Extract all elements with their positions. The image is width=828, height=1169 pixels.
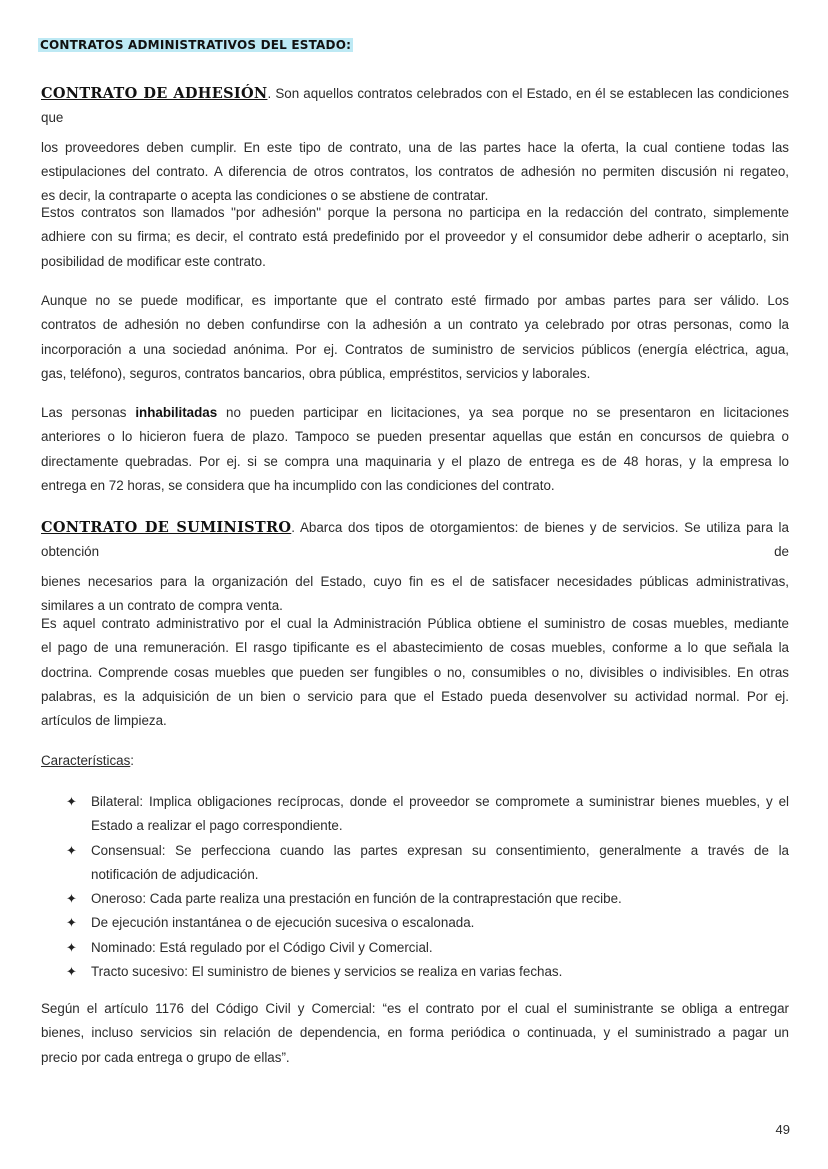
characteristics-heading	[41, 749, 789, 773]
text-line: estipulaciones del contrato. A diferencia de otros contratos, los contratos de adhesión no permiten discusión ni regateo,	[41, 163, 789, 179]
text-line: Aunque no se puede modificar, es importante que el contrato esté firmado por ambas partes para ser válido. Los	[41, 293, 789, 308]
text-line: directamente quebradas. Por ej. si se compra una maquinaria y el plazo de entrega es de 48 horas, y la empresa lo	[41, 453, 789, 469]
bullet-icon: ✦	[66, 964, 77, 980]
text-run: no pueden participar en licitaciones, ya sea porque no se presentaron en licitaciones	[217, 405, 789, 420]
text-line: palabras, es la adquisición de un bien o servicio para que el Estado pueda desenvolver su actividad normal. Por ej.	[41, 688, 789, 704]
text-line: contratos de adhesión no deben confundirse con la adhesión a un contrato ya celebrado por otras personas, como la	[41, 317, 789, 333]
text-line: bienes necesarios para la organización del Estado, cuyo fin es el de satisfacer necesidades públicas administrativas,	[41, 573, 789, 589]
list-item-text: Bilateral: Implica obligaciones recíprocas, donde el proveedor se compromete a suministrar bienes muebles, y el	[91, 794, 789, 809]
bullet-icon: ✦	[66, 939, 77, 955]
text-run: . Abarca dos tipos de otorgamientos: de bienes y de servicios. Se utiliza para la obtención de	[41, 520, 789, 560]
text-line: es decir, la contraparte o acepta las condiciones o se abstiene de contratar.	[41, 188, 489, 204]
list-item	[66, 839, 789, 888]
list-item-text: notificación de adjudicación.	[91, 866, 259, 882]
suministro-paragraph-2	[41, 612, 789, 733]
adhesion-paragraph-1	[41, 82, 789, 208]
text-line: incorporación a una sociedad anónima. Por ej. Contratos de suministro de servicios públicos (energía eléctrica, agua,	[41, 341, 789, 357]
list-item	[66, 887, 789, 911]
page-title: CONTRATOS ADMINISTRATIVOS DEL ESTADO:	[40, 38, 352, 52]
bullet-icon: ✦	[66, 794, 77, 809]
section-heading-suministro: CONTRATO DE SUMINISTRO	[41, 519, 292, 536]
list-item	[66, 790, 789, 839]
text-line: Es aquel contrato administrativo por el cual la Administración Pública obtiene el suministro de cosas muebles, mediante	[41, 616, 789, 631]
text-run: . Son aquellos contratos celebrados con el Estado, en él se establecen las condiciones que	[41, 86, 789, 126]
characteristics-list	[66, 790, 789, 984]
characteristics-label: Características	[41, 753, 131, 768]
list-item-text: Oneroso: Cada parte realiza una prestación en función de la contraprestación que recibe.	[91, 891, 622, 907]
text-line: adhiere con su firma; es decir, el contrato está predefinido por el proveedor y el consumidor debe adherir o aceptarlo, sin	[41, 229, 789, 245]
text-line: artículos de limpieza.	[41, 713, 167, 729]
bold-term: inhabilitadas	[135, 405, 218, 420]
text-run: :	[130, 753, 135, 768]
text-line: doctrina. Comprende cosas muebles que pueden ser fungibles o no, consumibles o no, divisibles o indivisibles. En otras	[41, 664, 789, 680]
text-line: el pago de una remuneración. El rasgo tipificante es el abastecimiento de cosas muebles, conforme a lo que señala la	[41, 640, 789, 656]
list-item	[66, 960, 789, 984]
list-item-text: De ejecución instantánea o de ejecución sucesiva o escalonada.	[91, 915, 475, 931]
bullet-icon: ✦	[66, 842, 77, 858]
text-line	[41, 516, 789, 565]
list-item-text: Nominado: Está regulado por el Código Civil y Comercial.	[91, 939, 433, 955]
text-line: Según el artículo 1176 del Código Civil y Comercial: “es el contrato por el cual el suministrante se obliga a entregar	[41, 1001, 789, 1016]
list-item-text: Estado a realizar el pago correspondiente.	[91, 818, 343, 834]
suministro-paragraph-1	[41, 516, 789, 618]
text-line	[41, 82, 789, 131]
adhesion-paragraph-2	[41, 201, 789, 274]
adhesion-paragraph-4	[41, 401, 789, 498]
text-line: similares a un contrato de compra venta.	[41, 597, 283, 613]
adhesion-paragraph-3	[41, 289, 789, 386]
list-item-text: Consensual: Se perfecciona cuando las partes expresan su consentimiento, generalmente a través de la	[91, 842, 789, 858]
suministro-paragraph-3	[41, 997, 789, 1070]
text-line: anteriores o lo hicieron fuera de plazo. Tampoco se pueden presentar aquellas que están en concursos de quiebra o	[41, 429, 789, 445]
bullet-icon: ✦	[66, 891, 77, 907]
text-line: los proveedores deben cumplir. En este tipo de contrato, una de las partes hace la oferta, la cual contiene todas las	[41, 139, 789, 155]
text-run: Las personas	[41, 405, 136, 420]
text-line: precio por cada entrega o grupo de ellas”.	[41, 1049, 290, 1065]
text-line	[41, 749, 789, 773]
list-item-text: Tracto sucesivo: El suministro de bienes y servicios se realiza en varias fechas.	[91, 964, 563, 980]
text-line: entrega en 72 horas, se considera que ha incumplido con las condiciones del contrato.	[41, 477, 555, 493]
list-item	[66, 911, 789, 935]
list-item	[66, 936, 789, 960]
section-heading-adhesion: CONTRATO DE ADHESIÓN	[41, 85, 268, 102]
text-line: posibilidad de modificar este contrato.	[41, 253, 266, 269]
bullet-icon: ✦	[66, 915, 77, 931]
text-line: Estos contratos son llamados "por adhesión" porque la persona no participa en la redacción del contrato, simplemente	[41, 205, 789, 220]
page-number: 49	[775, 1122, 790, 1137]
text-line: gas, teléfono), seguros, contratos bancarios, obra pública, empréstitos, servicios y laborales.	[41, 365, 591, 381]
text-line	[41, 401, 789, 425]
text-line: bienes, incluso servicios sin relación de dependencia, en forma periódica o continuada, y el suministrado a pagar un	[41, 1025, 789, 1041]
